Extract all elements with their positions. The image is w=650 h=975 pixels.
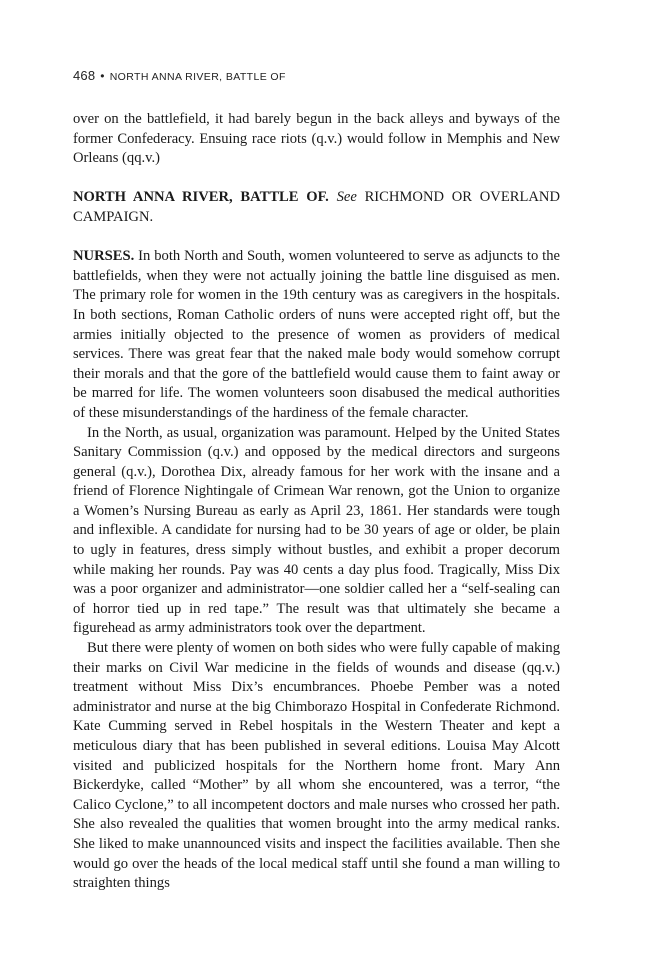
entry-nurses-paragraph-2: In the North, as usual, organization was paramount. Helped by the United States Sanitary Commission (q.v.) and opposed by the medical directors and surgeons general (q.v.), Dorothea Dix, already famous for her work with the insane and a friend of Florence Nightingale of Crimean War renown, got the Union to organize a Women’s Nursing Bureau as early as April 23, 1861. Her standards were tough and inflexible. A candidate for nursing had to be 30 years of age or older, be plain to ugly in features, dress simply without bustles, and exhibit a proper decorum while making her rounds. Pay was 40 cents a day plus food. Tragically, Miss Dix was a poor organizer and administrator—one soldier called her a “self-sealing can of horror tied up in red tape.” The result was that ultimately she became a figurehead as army administrators took over the department. — [73, 424, 560, 637]
book-page — [73, 68, 560, 894]
running-head — [73, 68, 560, 84]
see-label: See — [336, 189, 357, 206]
running-head-title: NORTH ANNA RIVER, BATTLE OF — [109, 71, 286, 83]
entry-nurses-paragraph-1 — [73, 247, 560, 423]
entry-headword: NURSES. — [73, 248, 135, 265]
entry-headword: NORTH ANNA RIVER, BATTLE OF. — [73, 189, 329, 206]
running-head-bullet: • — [100, 69, 105, 83]
page-number: 468 — [73, 68, 96, 83]
entry-north-anna-river — [73, 188, 560, 227]
paragraph-text: In both North and South, women volunteered to serve as adjuncts to the battlefields, when they were not actually joining the battle line disguised as men. The primary role for women in the 19th century was as caregivers in the hospitals. In both sections, Roman Catholic orders of nuns were accepted right off, but the armies initially objected to the presence of women as providers of medical services. There was great fear that the naked male body would somehow corrupt their morals and that the gore of the battlefield would cause them to faint away or be marred for life. The women volunteers soon disabused the medical authorities of these misunderstandings of the hardiness of the female character. — [73, 248, 560, 421]
cross-reference: RICHMOND OR OVERLAND CAMPAIGN. — [73, 189, 560, 225]
entry-nurses-paragraph-3: But there were plenty of women on both sides who were fully capable of making their marks on Civil War medicine in the fields of wounds and disease (qq.v.) treatment without Miss Dix’s encumbrances. Phoebe Pember was a noted administrator and nurse at the big Chimborazo Hospital in Confederate Richmond. Kate Cumming served in Rebel hospitals in the Western Theater and kept a meticulous diary that has been published in several editions. Louisa May Alcott visited and publicized hospitals for the Northern home front. Mary Ann Bickerdyke, called “Mother” by all whom she encountered, was a terror, “the Calico Cyclone,” to all incompetent doctors and male nurses who crossed her path. She also revealed the qualities that women brought into the army medical ranks. She liked to make unannounced visits and inspect the facilities available. Then she would go over the heads of the local medical staff until she found a man willing to straighten things — [73, 640, 560, 892]
continuation-paragraph: over on the battlefield, it had barely begun in the back alleys and byways of the former Confederacy. Ensuing race riots (q.v.) would follow in Memphis and New Orleans (qq.v.) — [73, 111, 560, 167]
